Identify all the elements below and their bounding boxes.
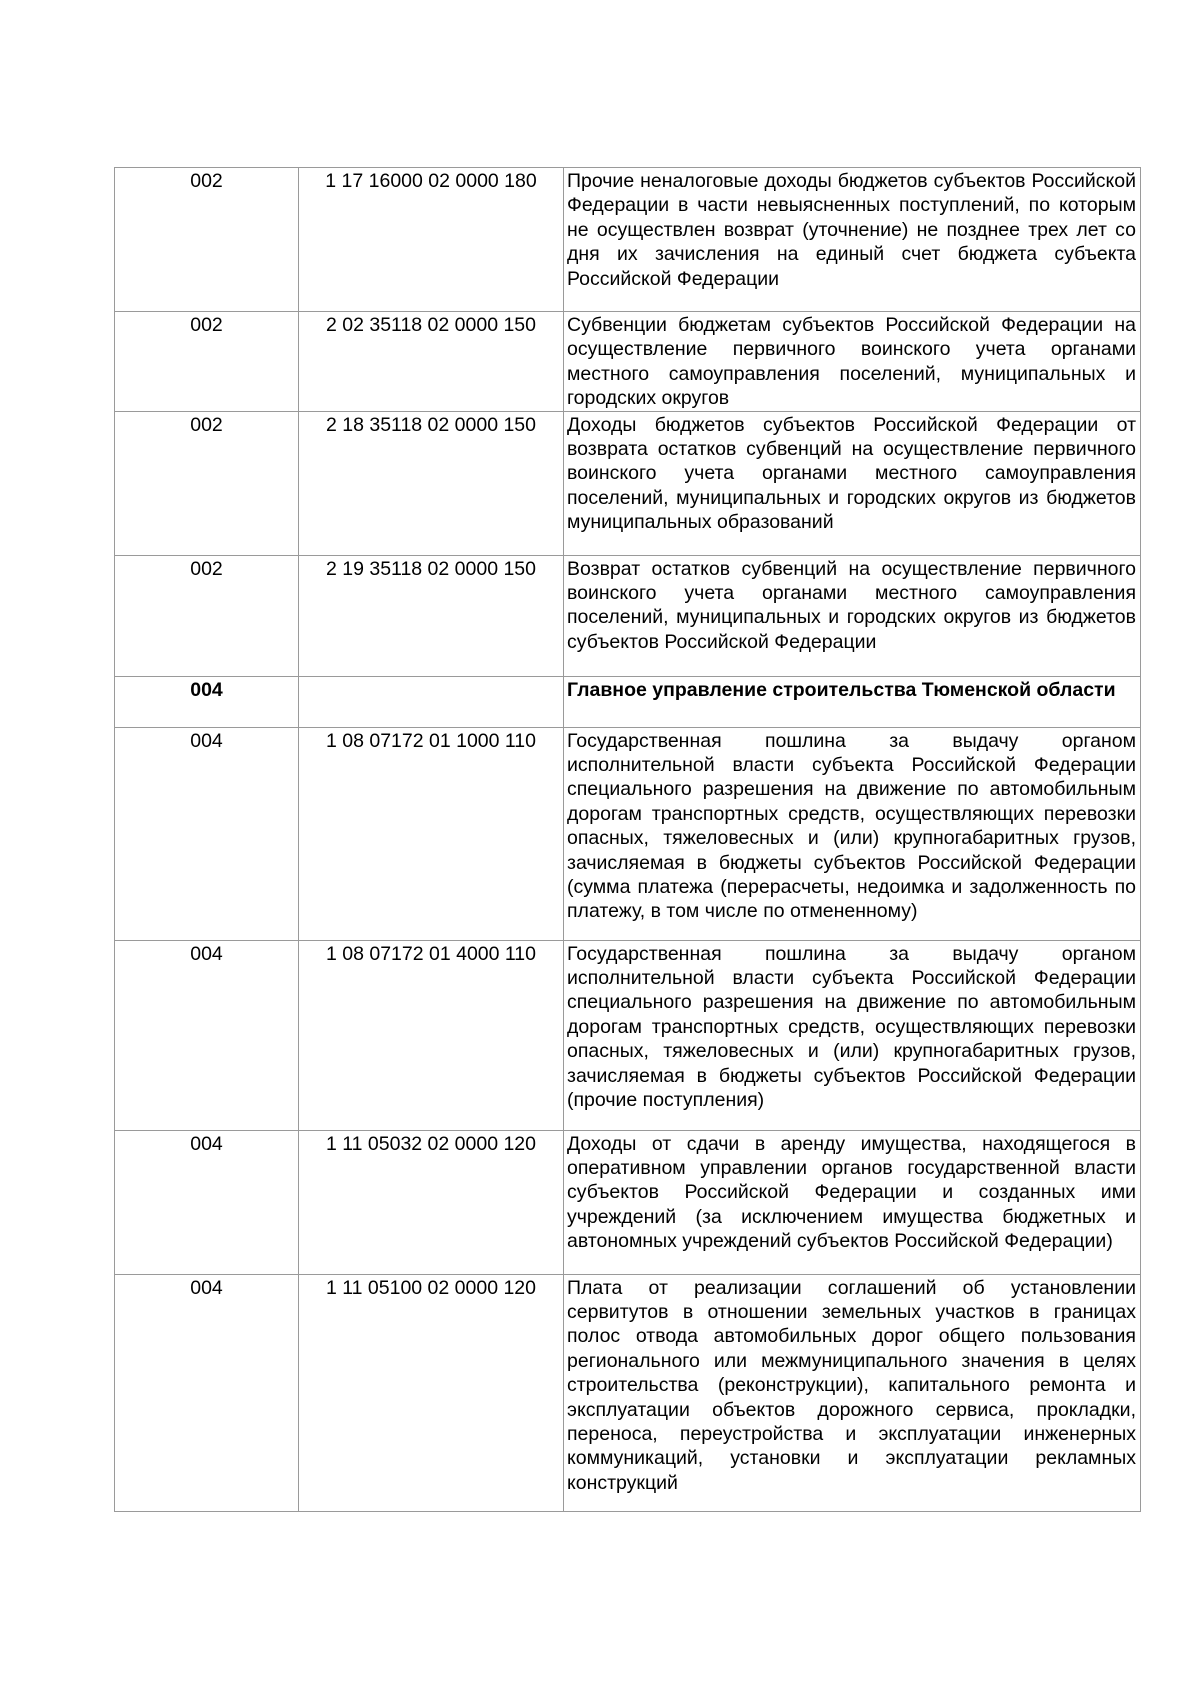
table-row bbox=[115, 312, 1141, 412]
section-title-text: Главное управление строительства Тюменской области bbox=[567, 678, 1116, 701]
budget-code-cell: 1 08 07172 01 1000 110 bbox=[299, 727, 564, 940]
admin-code-cell: 002 bbox=[115, 555, 299, 676]
table-row bbox=[115, 1274, 1141, 1511]
table-row bbox=[115, 727, 1141, 940]
table-row bbox=[115, 555, 1141, 676]
income-name-text: Государственная пошлина за выдачу органом исполнительной власти субъекта Российской Федерации специального разрешения на движение по автомобильным дорогам транспортных средств, осуществляющих перевозки опасных, тяжеловесных и (или) крупногабаритных грузов, зачисляемая в бюджеты субъектов Российской Федерации (сумма платежа (перерасчеты, недоимка и задолженность по платежу, в том числе по отмененному) bbox=[567, 729, 1136, 923]
admin-code-cell: 004 bbox=[115, 1130, 299, 1274]
income-name-cell bbox=[564, 727, 1141, 940]
table-row bbox=[115, 940, 1141, 1130]
income-name-cell bbox=[564, 940, 1141, 1130]
table-row bbox=[115, 411, 1141, 555]
table-row bbox=[115, 168, 1141, 312]
budget-code-cell: 1 11 05100 02 0000 120 bbox=[299, 1274, 564, 1511]
income-name-text: Доходы бюджетов субъектов Российской Федерации от возврата остатков субвенций на осуществление первичного воинского учета органами местного самоуправления поселений, муниципальных и городских округов из бюджетов муниципальных образований bbox=[567, 413, 1136, 534]
budget-code-cell: 2 18 35118 02 0000 150 bbox=[299, 411, 564, 555]
table-body bbox=[115, 168, 1141, 1512]
income-name-text: Государственная пошлина за выдачу органом исполнительной власти субъекта Российской Федерации специального разрешения на движение по автомобильным дорогам транспортных средств, осуществляющих перевозки опасных, тяжеловесных и (или) крупногабаритных грузов, зачисляемая в бюджеты субъектов Российской Федерации (прочие поступления) bbox=[567, 942, 1136, 1112]
budget-code-cell: 1 11 05032 02 0000 120 bbox=[299, 1130, 564, 1274]
admin-code-cell: 002 bbox=[115, 168, 299, 312]
income-name-text: Прочие неналоговые доходы бюджетов субъектов Российской Федерации в части невыясненных поступлений, по которым не осуществлен возврат (уточнение) не позднее трех лет со дня их зачисления на единый счет бюджета субъекта Российской Федерации bbox=[567, 170, 1136, 290]
table-row bbox=[115, 1130, 1141, 1274]
revenue-codes-table bbox=[114, 167, 1141, 1512]
income-name-text: Субвенции бюджетам субъектов Российской Федерации на осуществление первичного воинского учета органами местного самоуправления поселений, муниципальных и городских округов bbox=[567, 314, 1136, 410]
budget-code-cell: 1 17 16000 02 0000 180 bbox=[299, 168, 564, 312]
income-name-cell bbox=[564, 1130, 1141, 1274]
income-name-cell bbox=[564, 555, 1141, 676]
income-name-cell bbox=[564, 1274, 1141, 1511]
admin-code-cell: 002 bbox=[115, 312, 299, 412]
admin-code-cell: 004 bbox=[115, 727, 299, 940]
section-header-row bbox=[115, 676, 1141, 727]
admin-code-cell: 002 bbox=[115, 411, 299, 555]
budget-code-cell: 2 02 35118 02 0000 150 bbox=[299, 312, 564, 412]
budget-code-cell: 1 08 07172 01 4000 110 bbox=[299, 940, 564, 1130]
budget-code-cell: 2 19 35118 02 0000 150 bbox=[299, 555, 564, 676]
income-name-cell bbox=[564, 411, 1141, 555]
income-name-text: Плата от реализации соглашений об установлении сервитутов в отношении земельных участков в границах полос отвода автомобильных дорог общего пользования регионального или межмуниципального значения в целях строительства (реконструкции), капитального ремонта и эксплуатации объектов дорожного сервиса, прокладки, переноса, переустройства и эксплуатации инженерных коммуникаций, установки и эксплуатации рекламных конструкций bbox=[567, 1276, 1136, 1494]
income-name-cell bbox=[564, 168, 1141, 312]
income-name-text: Возврат остатков субвенций на осуществление первичного воинского учета органами местного самоуправления поселений, муниципальных и городских округов из бюджетов субъектов Российской Федерации bbox=[567, 557, 1136, 653]
section-title-cell bbox=[564, 676, 1141, 727]
income-name-text: Доходы от сдачи в аренду имущества, находящегося в оперативном управлении органов государственной власти субъектов Российской Федерации и созданных ими учреждений (за исключением имущества бюджетных и автономных учреждений субъектов Российской Федерации) bbox=[567, 1132, 1136, 1253]
admin-code-cell: 004 bbox=[115, 676, 299, 727]
budget-code-cell bbox=[299, 676, 564, 727]
admin-code-cell: 004 bbox=[115, 1274, 299, 1511]
admin-code-cell: 004 bbox=[115, 940, 299, 1130]
income-name-cell bbox=[564, 312, 1141, 412]
